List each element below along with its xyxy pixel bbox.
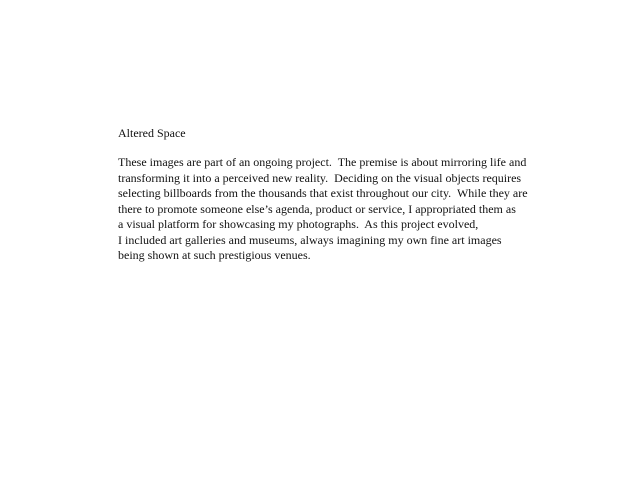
document-body [118,155,588,264]
body-line: a visual platform for showcasing my photographs. As this project evolved, [118,217,479,231]
document-title: Altered Space [118,126,186,140]
body-line: transforming it into a perceived new reality. Deciding on the visual objects requires [118,170,522,185]
body-line: selecting billboards from the thousands that exist throughout our city. While they are [118,186,528,200]
body-line: I included art galleries and museums, always imagining my own fine art images [118,232,502,247]
body-line: there to promote someone else’s agenda, product or service, I appropriated them as [118,201,516,216]
body-line: being shown at such prestigious venues. [118,248,311,262]
body-line: These images are part of an ongoing project. The premise is about mirroring life and [118,155,527,169]
